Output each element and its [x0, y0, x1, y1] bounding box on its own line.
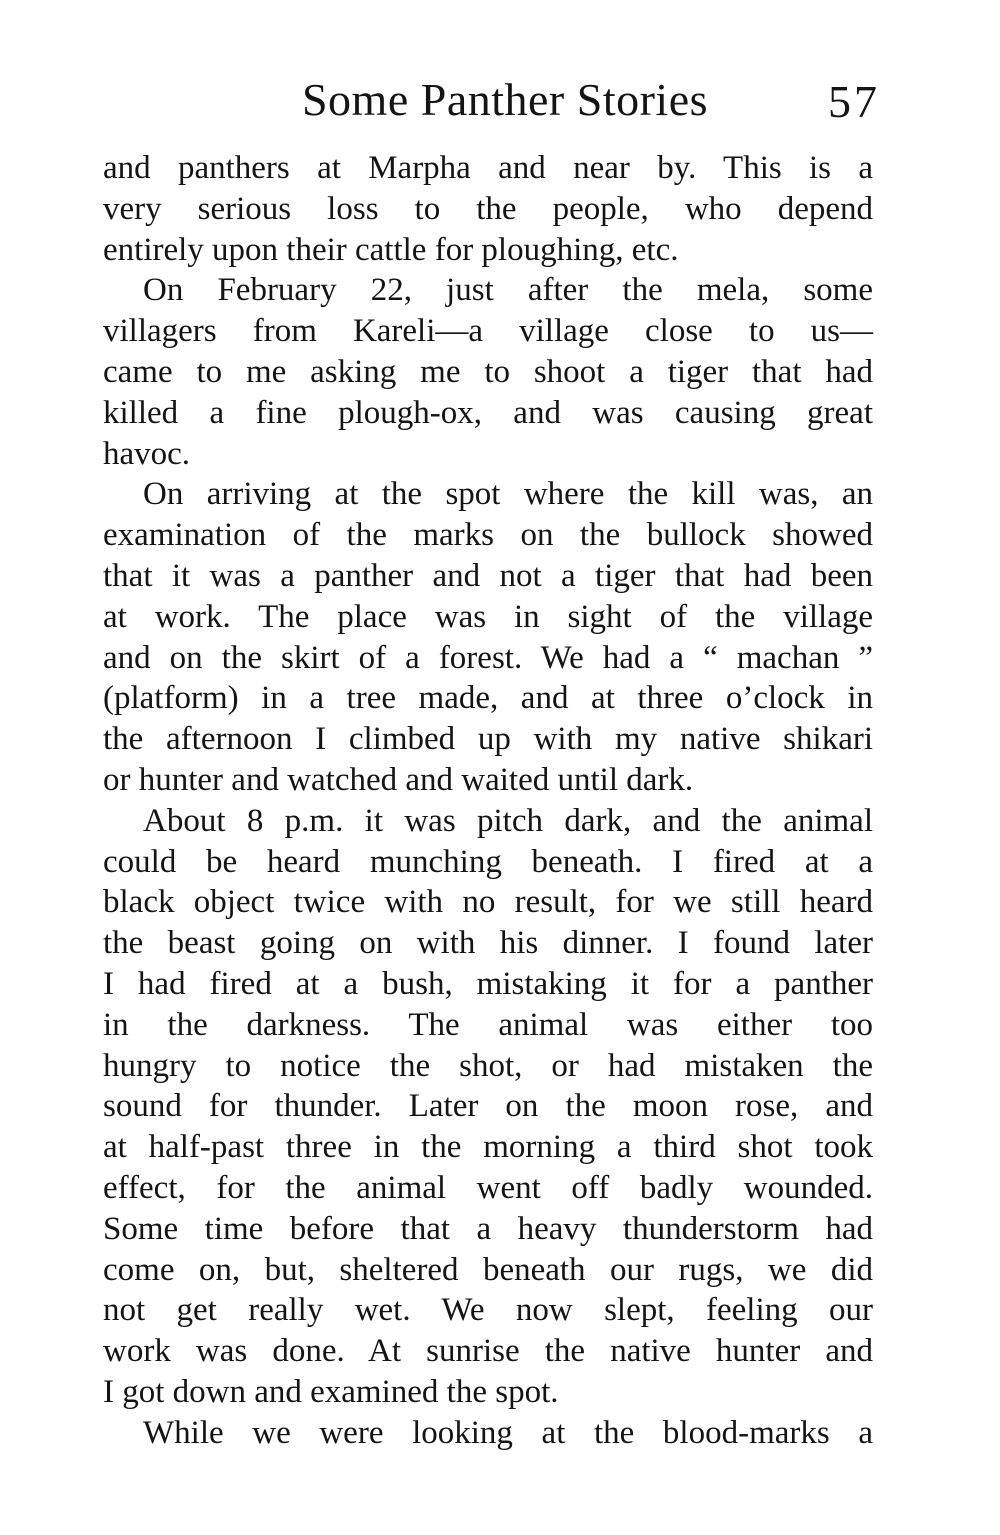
- text-line: entirely upon their cattle for ploughing, etc.: [103, 231, 679, 268]
- text-line: hungry to notice the shot, or had mistaken the: [103, 1047, 873, 1084]
- text-line: the afternoon I climbed up with my native shikari: [103, 721, 873, 758]
- text-line: I got down and examined the spot.: [103, 1373, 559, 1410]
- paragraph-5: [103, 1413, 873, 1454]
- text-line: work was done. At sunrise the native hunter and: [103, 1333, 873, 1370]
- text-line: havoc.: [103, 435, 191, 472]
- paragraph-4: [103, 801, 873, 1413]
- text-line: On arriving at the spot where the kill was, an: [143, 476, 873, 513]
- text-line: not get really wet. We now slept, feeling our: [103, 1292, 873, 1329]
- text-line: Some time before that a heavy thunderstorm had: [103, 1210, 873, 1247]
- body-text: [103, 148, 873, 1454]
- text-line: About 8 p.m. it was pitch dark, and the animal: [143, 802, 873, 839]
- text-line: killed a fine plough-ox, and was causing great: [103, 394, 873, 431]
- text-line: came to me asking me to shoot a tiger that had: [103, 353, 873, 390]
- page-number: 57: [828, 76, 880, 127]
- text-line: and on the skirt of a forest. We had a “ machan ”: [103, 639, 873, 676]
- text-line: that it was a panther and not a tiger that had been: [103, 557, 873, 594]
- text-line: (platform) in a tree made, and at three o’clock in: [103, 680, 873, 717]
- text-line: or hunter and watched and waited until dark.: [103, 761, 694, 798]
- text-line: I had fired at a bush, mistaking it for a panther: [103, 965, 873, 1002]
- text-line: come on, but, sheltered beneath our rugs, we did: [103, 1251, 873, 1288]
- text-line: effect, for the animal went off badly wounded.: [103, 1169, 873, 1206]
- text-line: On February 22, just after the mela, some: [143, 272, 873, 309]
- text-line: the beast going on with his dinner. I found later: [103, 925, 873, 962]
- text-line: and panthers at Marpha and near by. This is a: [103, 150, 873, 186]
- paragraph-1: [103, 148, 873, 270]
- paragraph-2: [103, 270, 873, 474]
- text-line: at half-past three in the morning a third shot took: [103, 1129, 873, 1166]
- text-line: examination of the marks on the bullock showed: [103, 517, 873, 554]
- text-line: sound for thunder. Later on the moon rose, and: [103, 1088, 873, 1125]
- text-line: black object twice with no result, for we still heard: [103, 884, 873, 921]
- paragraph-3: [103, 474, 873, 800]
- text-line: could be heard munching beneath. I fired at a: [103, 843, 873, 880]
- text-line: very serious loss to the people, who depend: [103, 190, 873, 227]
- page-header: [100, 70, 880, 130]
- text-line: villagers from Kareli—a village close to us—: [103, 313, 873, 350]
- text-line: at work. The place was in sight of the village: [103, 598, 873, 635]
- text-line: While we were looking at the blood-marks a: [143, 1414, 873, 1451]
- running-head: Some Panther Stories: [301, 74, 709, 125]
- text-line: in the darkness. The animal was either too: [103, 1006, 873, 1043]
